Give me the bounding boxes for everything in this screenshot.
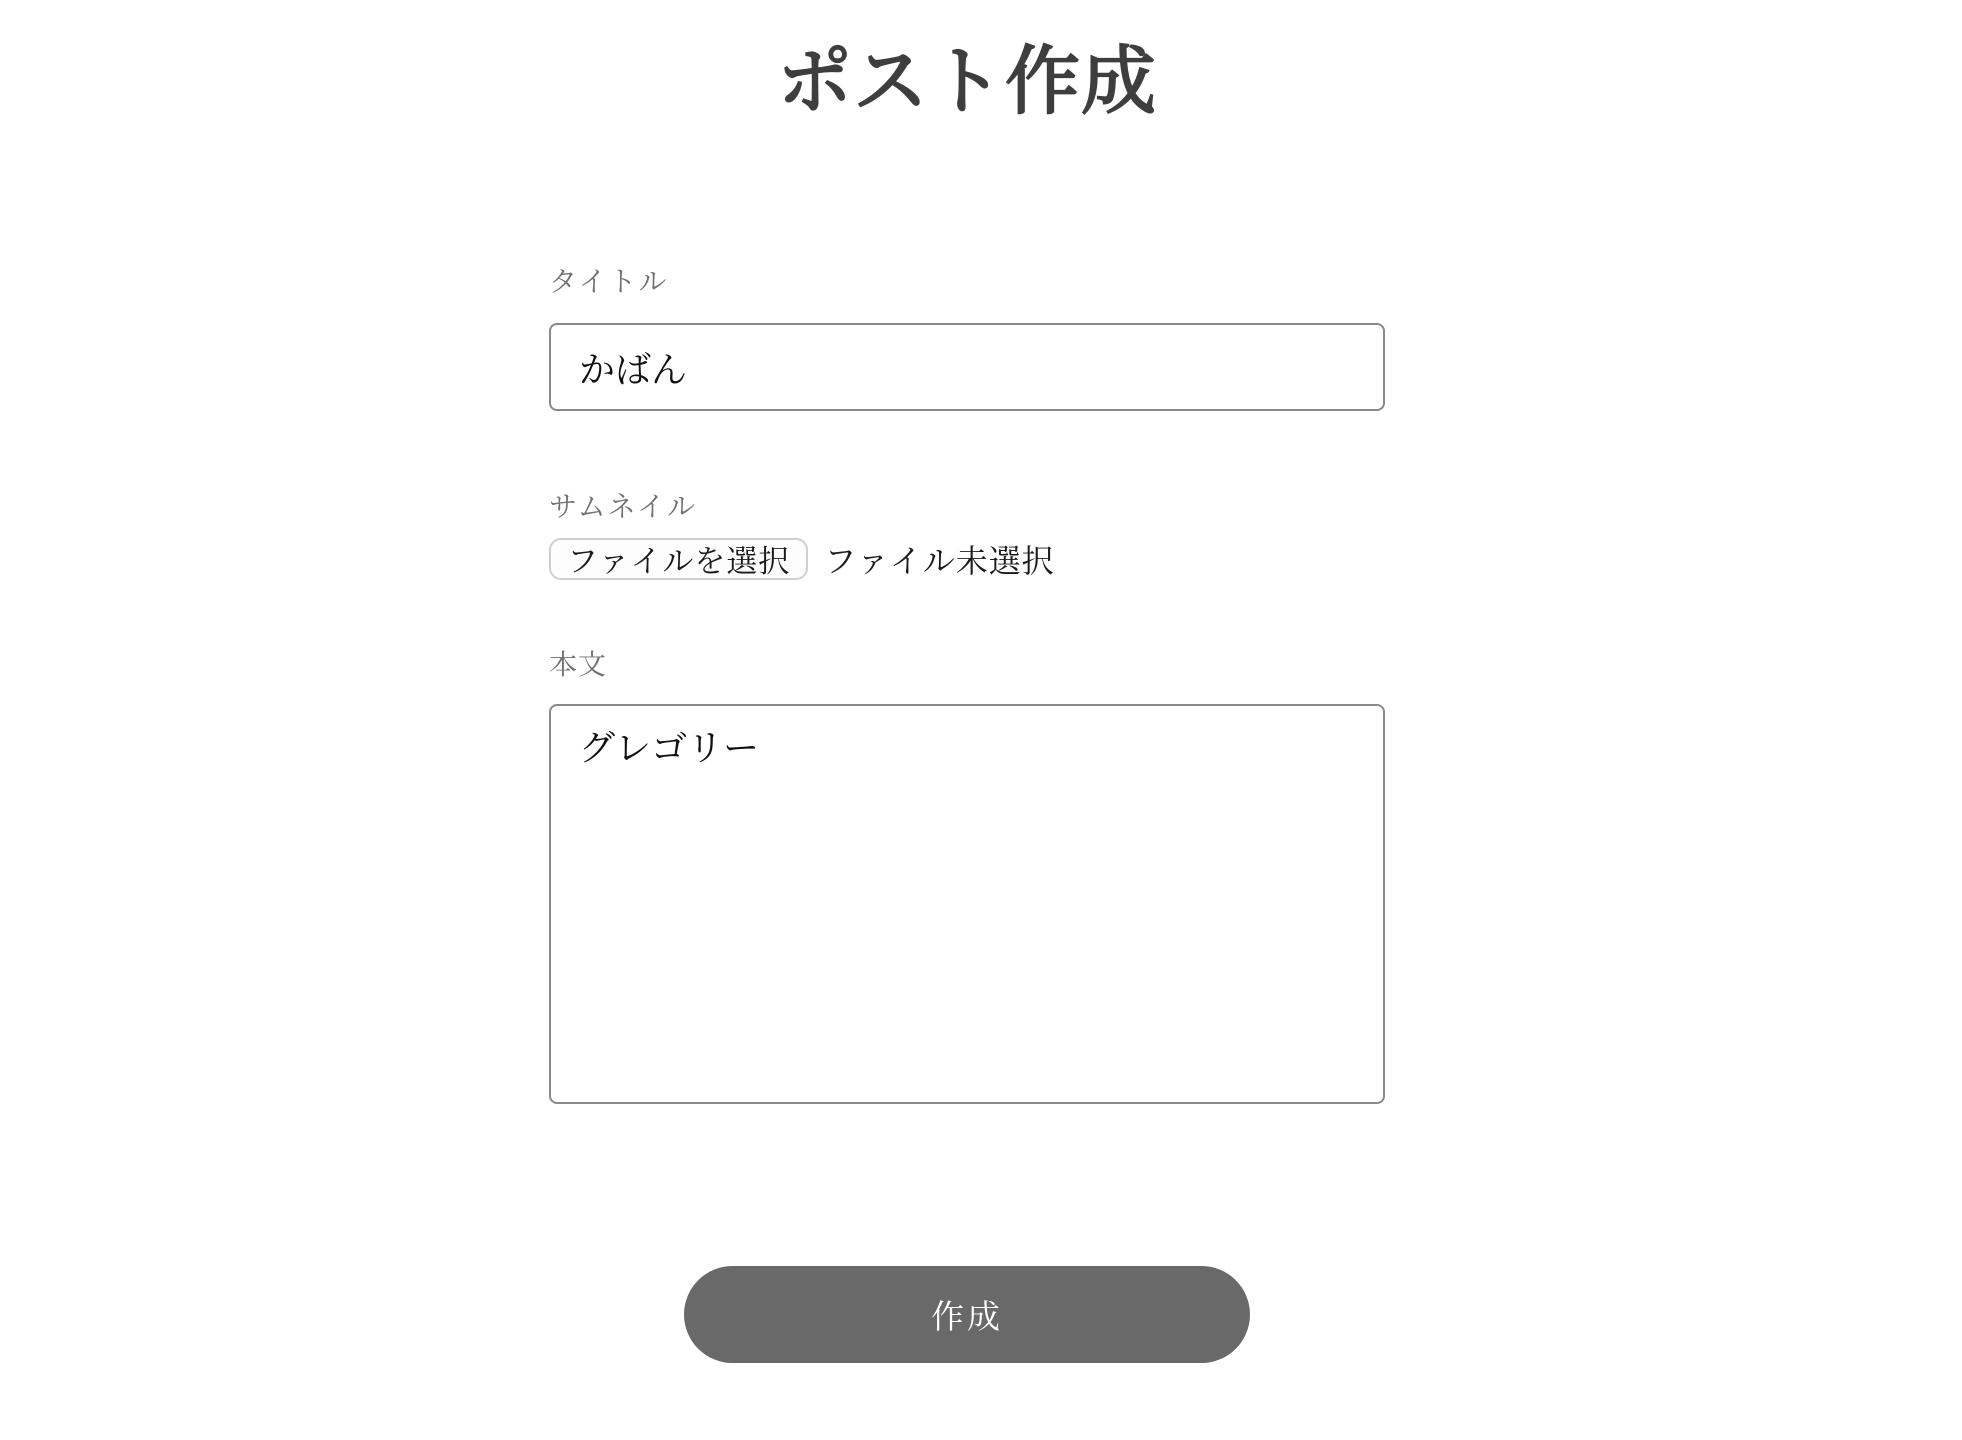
create-button[interactable]: 作成 — [684, 1266, 1250, 1363]
title-field-label: タイトル — [549, 266, 669, 298]
form-container — [549, 34, 1385, 1363]
thumbnail-file-input[interactable] — [549, 537, 1385, 581]
title-input[interactable] — [549, 323, 1385, 411]
page-title: ポスト作成 — [776, 41, 1157, 124]
choose-file-button[interactable]: ファイルを選択 — [549, 538, 808, 580]
body-field-label: 本文 — [549, 649, 608, 681]
body-textarea[interactable] — [549, 704, 1385, 1104]
file-status-text: ファイル未選択 — [824, 542, 1055, 579]
thumbnail-field-label: サムネイル — [549, 492, 698, 524]
post-create-form — [549, 266, 1385, 1364]
